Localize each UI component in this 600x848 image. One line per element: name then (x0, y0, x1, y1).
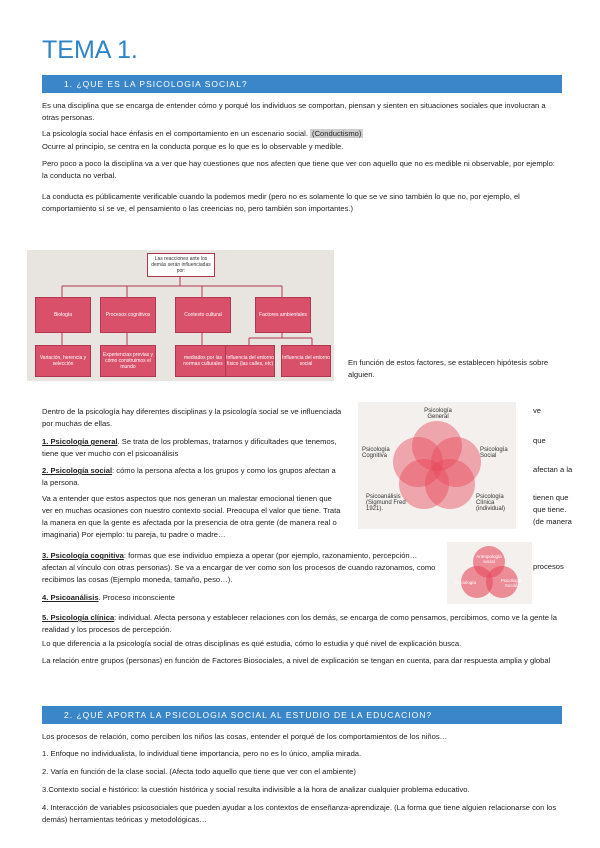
term-text: . Proceso inconsciente (98, 593, 175, 602)
overflow-word: que tiene. (533, 505, 567, 514)
paragraph: La relación entre grupos (personas) en función de Factores Biosociales, a nivel de explicación se tengan en cuenta, para dar respuesta amplia y global (42, 656, 551, 665)
diagram-box-cultural: Contexto cultural (175, 297, 231, 333)
list-item (42, 592, 342, 604)
overflow-word: que (533, 436, 546, 445)
term-text: : formas que ese individuo empieza a operar (por ejemplo, razonamiento, percepción… afectan al vínculo con otras personas). Se va a encargar de ver como son los procesos de cuando razonamos, como recibimos las cosas (Ejemplo moneda, tamaño, peso…). (42, 551, 436, 584)
list-item: 1. Enfoque no individualista, lo individual tiene importancia, pero no es lo único, amplia mirada. (42, 749, 362, 758)
page-title: TEMA 1. (42, 36, 138, 64)
section-2-heading: 2. ¿QUÉ APORTA LA PSICOLOGIA SOCIAL AL ESTUDIO DE LA EDUCACION? (42, 706, 562, 724)
paragraph: Lo que diferencia a la psicología social de otras disciplinas es qué estudia, cómo lo estudia y qué nivel de explicación busca. (42, 639, 462, 648)
influence-diagram (27, 250, 334, 381)
paragraph: Ocurre al principio, se centra en la conducta porque es lo que es lo observable y medible. (42, 142, 344, 151)
list-item (42, 550, 437, 586)
list-item (42, 436, 342, 460)
list-item: 4. Interacción de variables psicosociales que pueden ayudar a los contextos de enseñanza-aprendizaje. (La forma que tiene alguien relacionarse con los demás) herramientas teóricas y metodológicas… (42, 803, 557, 824)
term: 1. Psicología general (42, 437, 118, 446)
diagram-box-biology: Biología (35, 297, 91, 333)
term: 4. Psicoanálisis (42, 593, 99, 602)
venn-label-general: Psicología General (424, 408, 452, 420)
paragraph: Dentro de la psicología hay diferentes disciplinas y la psicología social se ve influenciada por muchas de ellas. (42, 407, 342, 428)
term-text: . Se trata de los problemas, tratarnos y dificultades que tenemos, tiene que ver mucho con el psicoanálisis (42, 437, 337, 458)
venn-diagram (358, 402, 516, 529)
term: 3. Psicología cognitiva (42, 551, 124, 560)
venn-label-psychoanalysis: Psicoanálisis (Sigmund Fred 1921). (366, 494, 406, 512)
overflow-word: afectan a la (533, 465, 573, 474)
venn-label-social: Psicología Social (480, 447, 508, 459)
overflow-word: ve (533, 406, 542, 415)
overflow-word: (de manera (533, 517, 572, 526)
diagram-leaf: Experiencias previas y cómo construimos el mundo (100, 345, 156, 377)
venn-small-label-right: Psicología Social (500, 578, 522, 588)
venn-small-label-left: Sociología (455, 580, 477, 585)
paragraph: Pero poco a poco la disciplina va a ver que hay cuestiones que nos afecten que tiene que ver con aquello que no es medible ni observable, por ejemplo: la conducta no verbal. (42, 159, 555, 180)
term-text: : cómo la persona afecta a los grupos y como los grupos afectan a la persona. (42, 466, 336, 487)
venn-diagram-small (447, 542, 532, 604)
paragraph: La conducta es públicamente verificable cuando la podemos medir (pero no es solamente lo que se ve sino también lo que no, por ejemplo, el comportamiento sí se ve, el pensamiento o las creencias no, pero también son importantes.) (42, 192, 520, 213)
venn-small-label-top: Antropología social (476, 554, 502, 564)
paragraph (42, 128, 562, 140)
list-item: 2. Varía en función de la clase social. (Afecta todo aquello que tiene que ver con el ambiente) (42, 767, 356, 776)
diagram-leaf: Influencia del entorno físico (las calles, etc) (225, 345, 275, 377)
venn-label-clinical: Psicología Clínica (individual) (476, 494, 506, 512)
list-item (42, 465, 342, 489)
overflow-word: tienen que (533, 493, 569, 502)
paragraph: Es una disciplina que se encarga de entender cómo y porqué los individuos se comportan, piensan y sienten en situaciones sociales que involucran a otras personas. (42, 101, 546, 122)
diagram-leaf: Influencia del entorno social (281, 345, 331, 377)
venn-label-cognitive: Psicología Cognitiva (362, 447, 390, 459)
diagram-box-cognitive: Procesos cognitivos (100, 297, 156, 333)
list-item: 3.Contexto social e histórico: la cuestión histórica y social resulta indivisible a la hora de analizar cualquier problema educativo. (42, 785, 470, 794)
term-text: : individual. Afecta persona y establecer relaciones con los demás, se encarga de como pensamos, percibimos, como ve la gente la realidad y los procesos de percepción. (42, 613, 557, 634)
term: 2. Psicología social (42, 466, 113, 475)
list-item (42, 612, 562, 636)
diagram-leaf: mediados por las normas culturales (175, 345, 231, 377)
diagram-root-box: Las reacciones ante los demás serán influenciadas por: (147, 253, 215, 277)
term: 5. Psicología clínica (42, 613, 115, 622)
section-1-heading: 1. ¿QUE ES LA PSICOLOGIA SOCIAL? (42, 75, 562, 93)
venn-small-circles (447, 542, 532, 604)
diagram-leaf: Variación, herencia y selección (35, 345, 91, 377)
diagram-caption: En función de estos factores, se establecen hipótesis sobre alguien. (348, 358, 549, 379)
overflow-word: procesos (533, 562, 564, 571)
paragraph-text: La psicología social hace énfasis en el comportamiento en un escenario social. (42, 129, 311, 138)
highlighted-term: (Conductismo) (312, 129, 362, 138)
diagram-box-environment: Factores ambientales (255, 297, 311, 333)
paragraph: Va a entender que estos aspectos que nos generan un malestar emocional tienen que ver en muchas ocasiones con nuestro contexto social. Preocupa el valor que tiene. Trata la manera en que la gente es afectada por la presencia de otra gente (de manera real o imaginaria) Por ejemplo: tu pareja, tu padre o madre… (42, 494, 341, 539)
paragraph: Los procesos de relación, como perciben los niños las cosas, entender el porqué de los comportamientos de los niños… (42, 732, 448, 741)
